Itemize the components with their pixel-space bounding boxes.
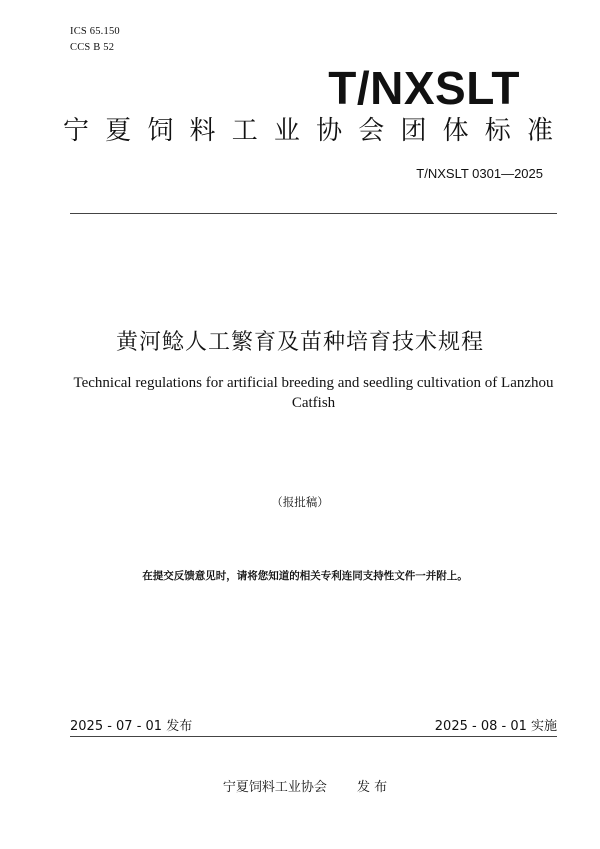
ics-code: ICS 65.150 [70,26,120,37]
standard-code-logo: T/NXSLT [328,62,520,114]
association-standard-title: 宁夏饲料工业协会团体标准 [63,116,553,146]
document-title-cn: 黄河鲶人工繁育及苗种培育技术规程 [115,330,484,355]
document-title-en: Technical regulations for artificial breeding and seedling cultivation of Lanzhou Catfish [73,375,554,411]
patent-notice: 在提交反馈意见时，请将您知道的相关专利连同支持性文件一并附上。 [142,570,468,582]
ccs-code: CCS B 52 [70,42,115,53]
publish-label: 发 布 [356,780,388,795]
issue-date: 2025 - 07 - 01 发布 [70,719,193,734]
publisher-line [0,776,600,795]
publisher-name: 宁夏饲料工业协会 [222,780,327,795]
standard-number: T/NXSLT 0301—2025 [416,166,543,181]
top-divider [70,213,557,214]
implementation-date: 2025 - 08 - 01 实施 [434,719,557,734]
draft-status: （报批稿） [271,495,329,509]
bottom-divider [70,736,557,737]
